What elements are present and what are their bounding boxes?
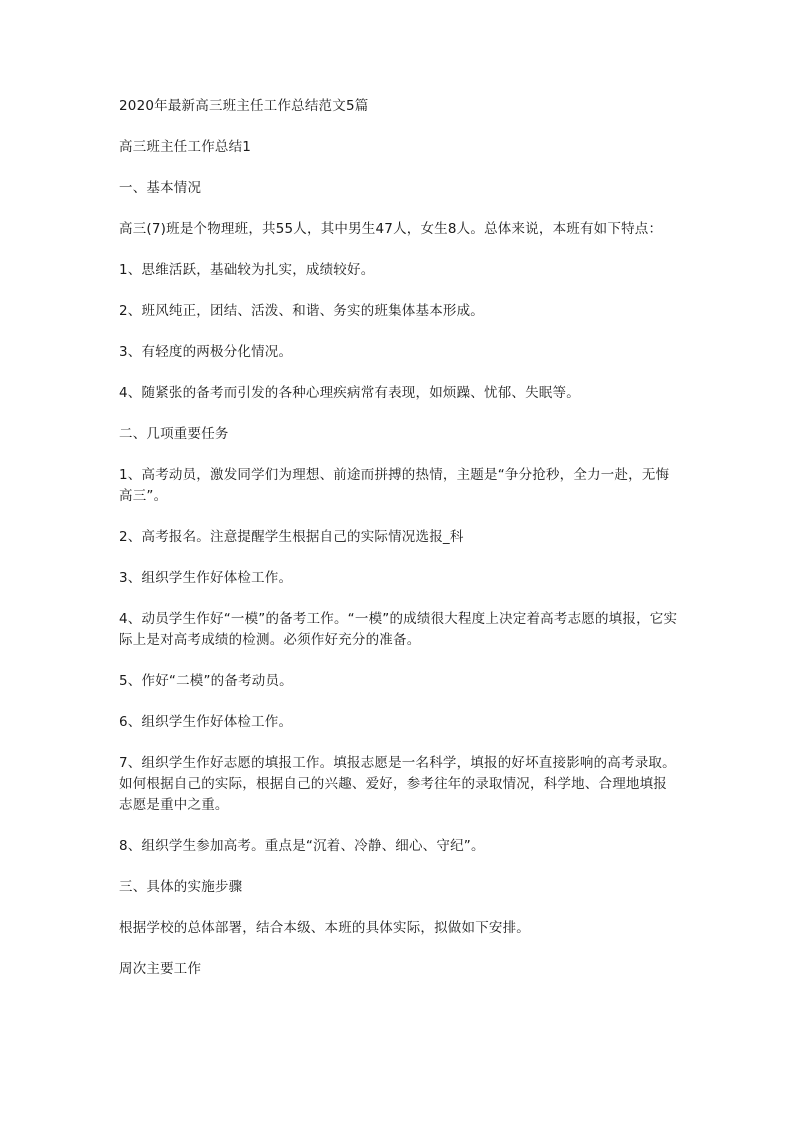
intro-paragraph: 高三(7)班是个物理班，共55人，其中男生47人，女生8人。总体来说，本班有如下特点： [119, 221, 663, 237]
task-item: 8、组织学生参加高考。重点是“沉着、冷静、细心、守纪”。 [119, 838, 485, 854]
document-title: 2020年最新高三班主任工作总结范文5篇 [119, 98, 369, 114]
arrangement-paragraph: 根据学校的总体部署，结合本级、本班的具体实际，拟做如下安排。 [119, 920, 530, 936]
task-item: 6、组织学生作好体检工作。 [119, 714, 293, 730]
task-item: 1、高考动员，激发同学们为理想、前途而拼搏的热情，主题是“争分抢秒，全力一赴，无悔高三”。 [119, 467, 670, 504]
section-heading-basic: 一、基本情况 [119, 180, 202, 196]
feature-item: 3、有轻度的两极分化情况。 [119, 344, 293, 360]
task-item: 2、高考报名。注意提醒学生根据自己的实际情况选报_科 [119, 529, 464, 545]
task-item: 7、组织学生作好志愿的填报工作。填报志愿是一名科学，填报的好坏直接影响的高考录取。如何根据自己的实际，根据自己的兴趣、爱好，参考往年的录取情况，科学地、合理地填报志愿是重中之重。 [119, 755, 676, 813]
feature-item: 2、班风纯正，团结、活泼、和谐、务实的班集体基本形成。 [119, 303, 484, 319]
table-heading: 周次主要工作 [119, 961, 202, 977]
feature-item: 1、思维活跃，基础较为扎实，成绩较好。 [119, 262, 375, 278]
feature-item: 4、随紧张的备考而引发的各种心理疾病常有表现，如烦躁、忧郁、失眠等。 [119, 385, 580, 401]
document-subtitle: 高三班主任工作总结1 [119, 139, 252, 155]
document-page [119, 96, 679, 1000]
section-heading-steps: 三、具体的实施步骤 [119, 879, 243, 895]
task-item: 4、动员学生作好“一模”的备考工作。“一模”的成绩很大程度上决定着高考志愿的填报，它实际上是对高考成绩的检测。必须作好充分的准备。 [119, 611, 678, 648]
task-item: 5、作好“二模”的备考动员。 [119, 673, 293, 689]
task-item: 3、组织学生作好体检工作。 [119, 570, 293, 586]
section-heading-tasks: 二、几项重要任务 [119, 426, 229, 442]
